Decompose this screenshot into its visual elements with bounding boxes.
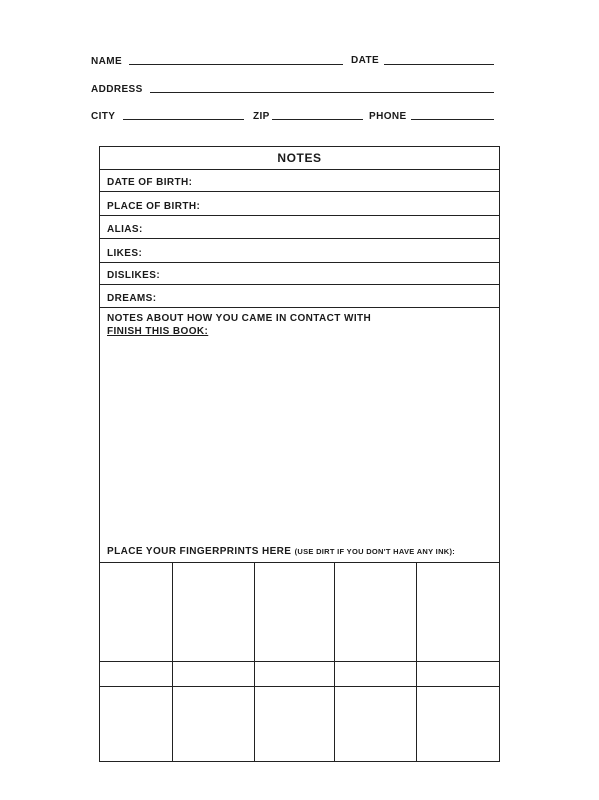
fingerprints-label-note: (USE DIRT IF YOU DON'T HAVE ANY INK): [294,547,456,556]
row-alias[interactable] [100,216,499,239]
fingerprint-box[interactable] [100,662,173,761]
phone-label: PHONE [369,111,407,122]
row-place-of-birth[interactable] [100,192,499,216]
city-field[interactable] [123,119,244,120]
zip-label: ZIP [253,111,270,122]
row-date-of-birth[interactable] [100,169,499,192]
row-likes[interactable] [100,239,499,263]
dislikes-label: DISLIKES: [107,270,161,281]
address-label: ADDRESS [91,84,143,95]
fingerprints-label-main: PLACE YOUR FINGERPRINTS HERE [107,546,292,557]
date-of-birth-label: DATE OF BIRTH: [107,177,193,188]
row-dislikes[interactable] [100,263,499,285]
city-label: CITY [91,111,116,122]
card-title: NOTES [100,147,499,170]
name-field[interactable] [129,64,343,65]
contact-notes-label: NOTES ABOUT HOW YOU CAME IN CONTACT WITH [107,313,372,324]
address-field[interactable] [150,92,494,93]
book-title-label: FINISH THIS BOOK: [107,326,209,337]
fingerprint-box[interactable] [173,563,255,662]
fingerprints-label [107,546,455,557]
fingerprint-box[interactable] [335,563,417,662]
fingerprint-box[interactable] [255,563,335,662]
phone-field[interactable] [411,119,494,120]
dreams-label: DREAMS: [107,293,157,304]
notes-card [99,146,500,762]
fingerprint-box[interactable] [173,662,255,761]
fingerprint-grid [100,562,499,761]
name-label: NAME [91,56,123,67]
fingerprint-box[interactable] [255,662,335,761]
row-dreams[interactable] [100,285,499,308]
alias-label: ALIAS: [107,224,143,235]
date-label: DATE [351,55,380,66]
place-of-birth-label: PLACE OF BIRTH: [107,201,201,212]
fingerprint-box[interactable] [417,662,499,761]
fingerprint-box[interactable] [417,563,499,662]
fingerprint-box[interactable] [335,662,417,761]
fingerprint-box[interactable] [100,563,173,662]
likes-label: LIKES: [107,248,143,259]
date-field[interactable] [384,64,494,65]
zip-field[interactable] [272,119,363,120]
